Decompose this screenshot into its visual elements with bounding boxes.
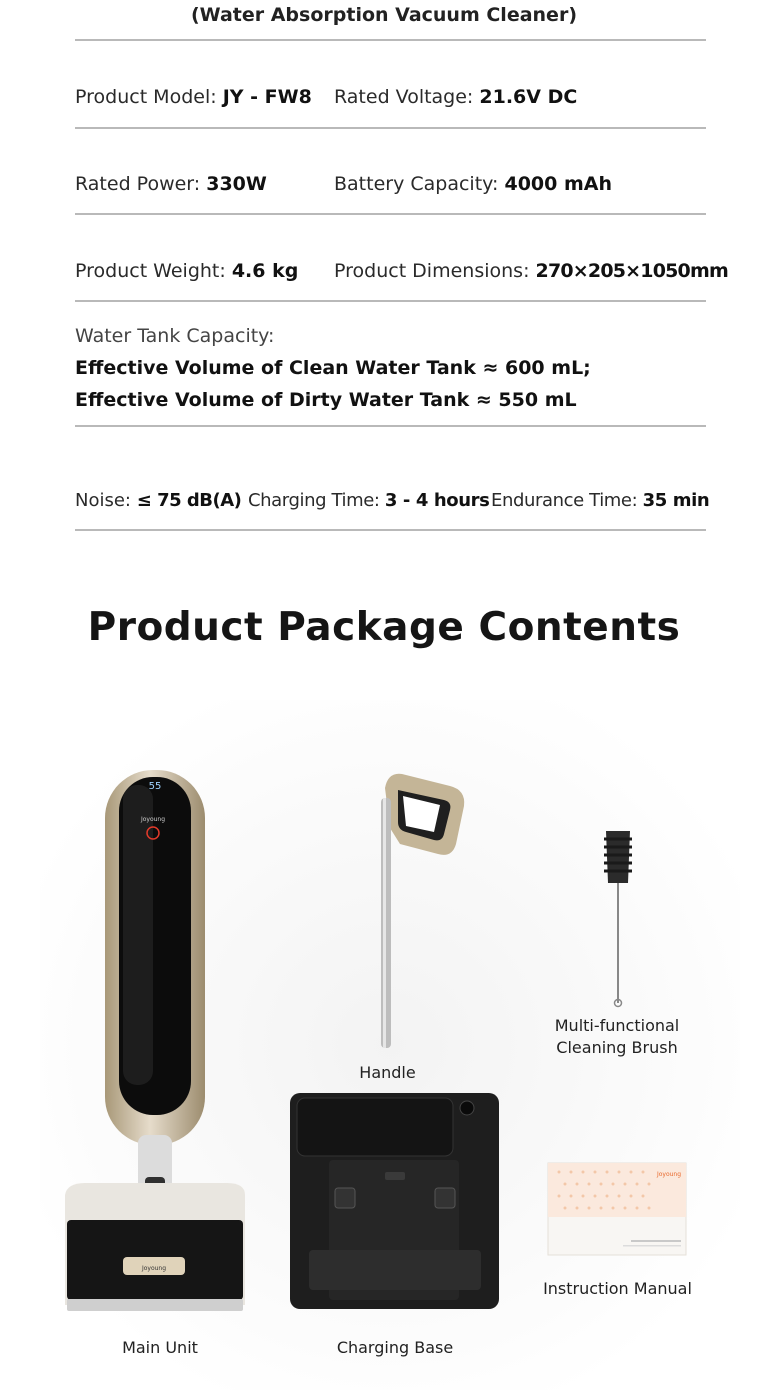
spec-weight [75,260,298,282]
manual-brand: Joyoung [656,1171,682,1178]
spec-label: Rated Power: [75,173,201,195]
spec-label: Noise: [75,490,131,511]
spec-label: Product Weight: [75,260,226,282]
spec-value: 4000 mAh [504,173,612,195]
caption-main-unit: Main Unit [122,1338,198,1357]
spec-battery [334,173,612,195]
divider [75,213,706,215]
spec-voltage [334,86,577,108]
divider [75,425,706,427]
spec-label: Battery Capacity: [334,173,499,195]
divider [75,529,706,531]
brush-image [598,825,638,1010]
manual-image [547,1162,687,1256]
spec-value: 21.6V DC [479,86,578,108]
spec-dimensions [334,260,728,282]
spec-model [75,86,312,108]
spec-value: 270×205×1050mm [535,260,728,282]
divider [75,127,706,129]
spec-label: Endurance Time: [491,490,638,511]
unit-display: 55 [148,781,162,792]
divider [75,300,706,302]
charging-base-image [287,1090,502,1312]
product-subtitle: (Water Absorption Vacuum Cleaner) [190,4,577,26]
spec-value: JY - FW8 [222,86,312,108]
spec-label: Charging Time: [248,490,380,511]
spec-label: Rated Voltage: [334,86,474,108]
spec-tank-clean: Effective Volume of Clean Water Tank ≈ 600 mL; [75,357,591,379]
main-unit-image [55,765,255,1320]
spec-value: 3 - 4 hours [384,490,490,511]
unit-brand: Joyoung [140,816,166,823]
spec-noise [75,490,241,511]
spec-endurance [491,490,709,511]
spec-charging [248,490,489,511]
spec-tank-label: Water Tank Capacity: [75,325,275,347]
spec-label: Product Model: [75,86,217,108]
caption-manual: Instruction Manual [543,1279,692,1298]
caption-charging-base: Charging Base [336,1338,454,1357]
spec-value: 4.6 kg [231,260,299,282]
divider [75,39,706,41]
spec-value: 35 min [642,490,710,511]
spec-tank-dirty: Effective Volume of Dirty Water Tank ≈ 550 mL [75,389,577,411]
spec-value: ≤ 75 dB(A) [136,490,242,511]
package-title: Product Package Contents [87,605,681,650]
caption-brush: Multi-functional Cleaning Brush [554,1016,680,1057]
svg-text:Joyoung: Joyoung [141,1265,167,1272]
caption-handle: Handle [359,1063,416,1082]
handle-image [370,768,475,1053]
spec-power [75,173,267,195]
spec-value: 330W [206,173,267,195]
spec-label: Product Dimensions: [334,260,530,282]
